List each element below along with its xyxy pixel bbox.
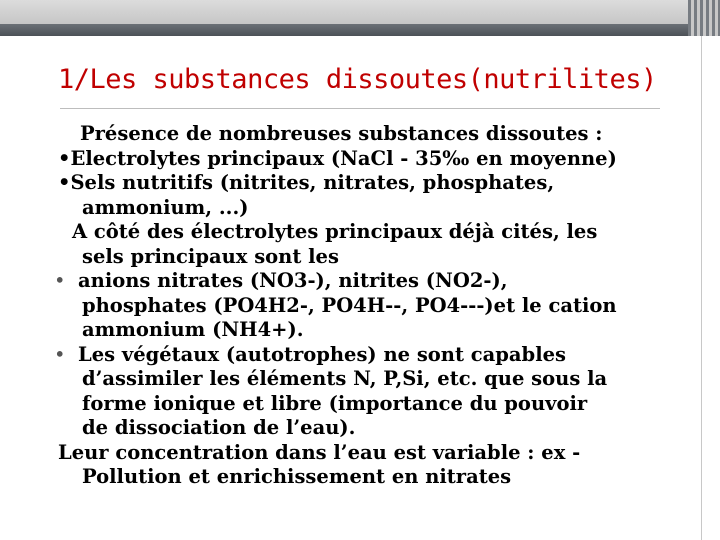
right-edge-line [701,36,702,540]
body-line-electrolytes: •Electrolytes principaux (NaCl - 35‰ en moyenne) [58,146,617,170]
slide-body [54,122,698,490]
top-decor-bar [0,0,720,24]
body-line-main-salts-cont: sels principaux sont les [82,244,339,268]
body-line-nh4: ammonium (NH4+). [82,318,304,341]
body-line-ammonium: ammonium, ...) [82,195,249,219]
body-line-ionic-form: forme ionique et libre (importance du pouvoir [82,391,588,415]
list-item-anions [54,269,698,294]
body-line-pollution: Pollution et enrichissement en nitrates [82,465,512,488]
body-line-anions: anions nitrates (NO3-), nitrites (NO2-), [78,269,508,292]
corner-stripes [688,0,720,36]
top-decor-band [0,24,720,36]
slide-title: 1/Les substances dissoutes(nutrilites) [58,64,657,95]
body-line-dissociation: de dissociation de l’eau). [82,416,356,439]
bullet-marker: • [54,342,66,366]
body-line-concentration: Leur concentration dans l’eau est variable : ex - [58,440,581,464]
body-line-phosphates: phosphates (PO4H2-, PO4H--, PO4---)et le cation [82,293,617,317]
body-line-assimilate: d’assimiler les éléments N, P,Si, etc. que sous la [82,367,608,390]
list-item-plants [54,342,698,368]
title-divider [60,108,660,109]
body-line-main-salts: A côté des électrolytes principaux déjà cités, les [72,220,598,243]
body-line-plants: Les végétaux (autotrophes) ne sont capables [78,342,566,366]
bullet-marker: • [54,269,66,292]
body-line-intro: Présence de nombreuses substances dissoutes : [80,122,603,145]
body-line-nutritive-salts: •Sels nutritifs (nitrites, nitrates, phosphates, [58,171,555,194]
